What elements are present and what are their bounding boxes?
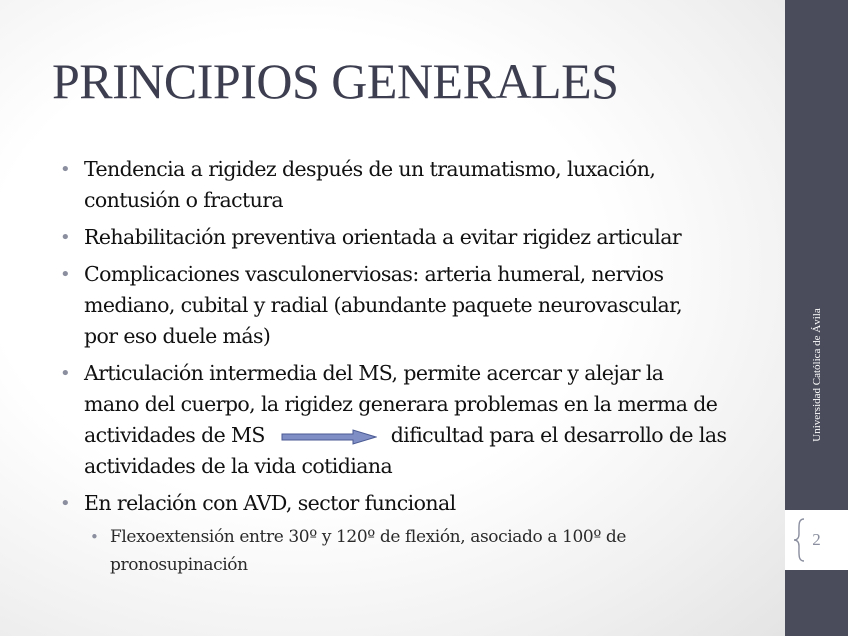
bullet-text-line: mano del cuerpo, la rigidez generara problemas en la merma de	[84, 392, 718, 416]
bullet-text-line: Rehabilitación preventiva orientada a evitar rigidez articular	[84, 225, 682, 249]
right-arrow-icon	[281, 429, 377, 445]
arrow-line-after-text: dificultad para el desarrollo de las	[390, 423, 727, 447]
bullet-dot: •	[60, 227, 71, 248]
slide-title: PRINCIPIOS GENERALES	[52, 53, 619, 109]
sub-bullet-list	[84, 523, 750, 579]
arrow-line-before-text: actividades de MS	[84, 423, 265, 447]
bullet-dot: •	[60, 264, 71, 285]
bullet-item	[60, 358, 750, 482]
bullet-text-line: por eso duele más)	[84, 324, 271, 348]
bullet-dot: •	[60, 159, 71, 180]
sub-bullet-text-line: pronosupinación	[110, 555, 248, 575]
bullet-text-line: actividades de la vida cotidiana	[84, 454, 393, 478]
bullet-text-line: En relación con AVD, sector funcional	[84, 491, 456, 515]
sub-bullet-item	[84, 523, 750, 579]
page-number-box	[785, 510, 848, 570]
bullet-text-line: Tendencia a rigidez después de un traumatismo, luxación,	[84, 157, 656, 181]
page-number: 2	[812, 530, 821, 549]
bullet-item	[60, 488, 750, 579]
bullet-dot: •	[60, 363, 71, 384]
bullet-item	[60, 154, 750, 216]
footer-university: Universidad Católica de Ávila	[811, 308, 823, 442]
bullet-dot: •	[60, 493, 71, 514]
bullet-text-line: mediano, cubital y radial (abundante paquete neurovascular,	[84, 293, 683, 317]
bullet-text-line: Articulación intermedia del MS, permite acercar y alejar la	[84, 361, 664, 385]
bullet-item	[60, 259, 750, 352]
bullet-list	[60, 154, 750, 585]
bullet-arrow-line	[84, 420, 750, 451]
bullet-text-line: contusión o fractura	[84, 188, 284, 212]
sub-bullet-text-line: Flexoextensión entre 30º y 120º de flexión, asociado a 100º de	[110, 527, 627, 547]
bullet-item	[60, 222, 750, 253]
sub-bullet-dot: •	[90, 528, 99, 546]
bullet-text-line: Complicaciones vasculonerviosas: arteria humeral, nervios	[84, 262, 664, 286]
